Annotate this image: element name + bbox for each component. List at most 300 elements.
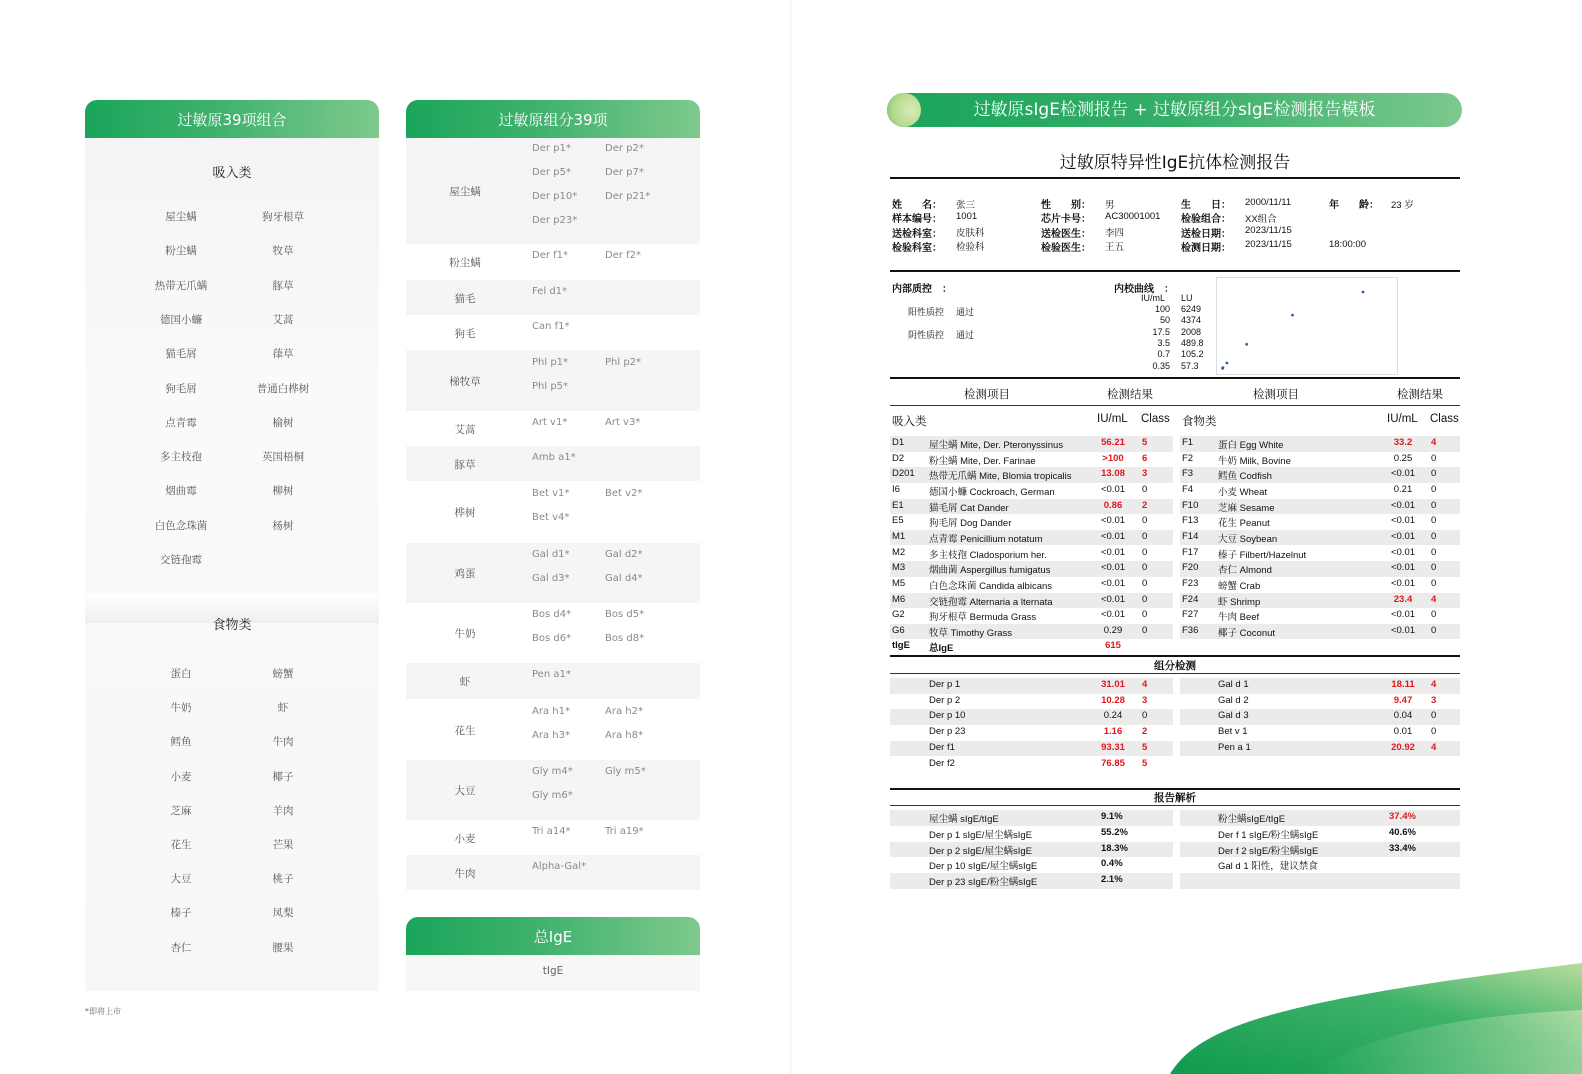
page-divider (790, 0, 792, 1074)
component-result-row (890, 694, 1173, 710)
result-code: M1 (892, 530, 906, 542)
result-value: <0.01 (1390, 530, 1416, 542)
result-class: 0 (1142, 530, 1148, 542)
info-value: XX组合 (1245, 213, 1277, 225)
component-result-row (1180, 709, 1460, 725)
tige-code: tIgE (892, 640, 910, 652)
component-result-value: 0.01 (1393, 726, 1413, 738)
result-row (890, 467, 1173, 483)
qc-neg-value: 通过 (956, 330, 975, 340)
result-value: >100 (1102, 452, 1124, 464)
panel-component39-header (406, 100, 700, 138)
analysis-value: 37.4% (1389, 811, 1416, 822)
result-class: 0 (1431, 499, 1437, 511)
th-food: 食物类 (1182, 416, 1217, 428)
info-label: 年 龄： (1329, 200, 1379, 211)
component-code: Ara h1* (532, 705, 570, 717)
component-code: Ara h8* (605, 729, 643, 741)
result-class: 0 (1142, 562, 1148, 574)
result-row (890, 530, 1173, 546)
component-result-name: Der p 2 (929, 694, 961, 706)
component-code: Bos d8* (605, 633, 645, 644)
result-name: 牧草 Timothy Grass (929, 627, 1013, 639)
food-item: 螃蟹 (272, 668, 294, 680)
component-result-name: Pen a 1 (1218, 741, 1251, 753)
food-item: 小麦 (170, 770, 192, 783)
result-class: 3 (1142, 468, 1148, 480)
component-code: Art v3* (605, 416, 641, 428)
result-code: E1 (892, 499, 904, 511)
result-class: 0 (1142, 546, 1148, 558)
info-label: 姓 名： (892, 200, 942, 211)
th-unit-right: IU/mL (1387, 413, 1418, 425)
component-row (406, 820, 700, 855)
inhal-item: 点青霉 (165, 416, 197, 429)
result-class: 0 (1431, 577, 1437, 589)
result-name: 猫毛屑 Cat Dander (929, 502, 1009, 514)
info-label: 样本编号： (892, 214, 942, 226)
analysis-value: 40.6% (1389, 826, 1416, 838)
result-value: 0.86 (1103, 499, 1123, 511)
panel-allergen39-title: 过敏原39项组合 (177, 110, 287, 129)
result-value: 0.25 (1393, 452, 1413, 464)
component-result-name: Bet v 1 (1218, 726, 1248, 738)
component-row (406, 138, 700, 244)
qc-neg-label: 阴性质控 (908, 330, 945, 340)
info-value: 2023/11/15 (1245, 239, 1292, 251)
component-result-value: 9.47 (1393, 694, 1413, 706)
result-code: E5 (892, 515, 904, 527)
result-row (1180, 624, 1460, 640)
curve-point (1245, 343, 1248, 346)
component-name: 艾蒿 (454, 423, 476, 436)
result-row (890, 499, 1173, 515)
inhal-item: 屋尘螨 (165, 211, 197, 223)
component-code: Ara h3* (532, 729, 570, 741)
component-result-class: 0 (1431, 710, 1437, 722)
component-name: 屋尘螨 (449, 186, 481, 198)
curve-iu-value: 100 (1154, 304, 1170, 314)
result-code: I6 (892, 483, 900, 495)
analysis-name: Gal d 1 阳性，建议禁食 (1218, 861, 1318, 873)
result-row (890, 608, 1173, 624)
analysis-name: Der p 23 sIgE/粉尘螨sIgE (929, 877, 1038, 889)
component-code: Fel d1* (532, 285, 568, 297)
component-row (406, 543, 700, 603)
qc-pos-label: 阳性质控 (908, 307, 945, 317)
component-row (406, 699, 700, 760)
component-result-class: 0 (1431, 726, 1437, 738)
food-item: 花生 (170, 839, 192, 851)
result-name: 芝麻 Sesame (1218, 502, 1275, 514)
rule (890, 655, 1460, 657)
result-code: M3 (892, 562, 906, 574)
component-result-name: Der p 10 (929, 710, 966, 722)
component-result-row (890, 741, 1173, 757)
component-result-value: 76.85 (1101, 757, 1125, 769)
component-code: Gly m5* (605, 766, 646, 777)
result-code: F36 (1182, 624, 1199, 636)
result-value: 23.4 (1393, 593, 1413, 605)
th-unit-left: IU/mL (1097, 413, 1128, 425)
component-row (406, 663, 700, 699)
food-item: 芝麻 (170, 804, 192, 817)
result-class: 2 (1142, 499, 1148, 511)
result-value: 0.29 (1103, 624, 1123, 636)
curve-lu-value: 105.2 (1181, 349, 1204, 360)
calibration-curve-chart (1216, 277, 1398, 375)
th-result-right: 检测结果 (1397, 389, 1443, 401)
component-name: 虾 (459, 676, 471, 688)
result-row (890, 483, 1173, 499)
th-item-right: 检测项目 (1253, 389, 1299, 401)
analysis-row (1180, 857, 1460, 873)
component-result-row (890, 709, 1173, 725)
analysis-name: Der p 10 sIgE/屋尘螨sIgE (929, 861, 1038, 873)
result-name: 狗牙根草 Bermuda Grass (929, 612, 1037, 624)
component-name: 粉尘螨 (449, 257, 481, 269)
component-name: 鸡蛋 (454, 568, 476, 580)
result-name: 狗毛屑 Dog Dander (929, 518, 1012, 530)
inhal-item: 狗毛屑 (165, 382, 197, 395)
result-name: 多主枝孢 Cladosporium her. (929, 549, 1047, 561)
qc-pos-value: 通过 (956, 307, 975, 317)
component-code: Alpha-Gal* (532, 860, 587, 872)
info-value: 18:00:00 (1329, 239, 1366, 251)
tige-value: 615 (1105, 640, 1121, 652)
result-class: 0 (1142, 515, 1148, 527)
component-result-class: 4 (1142, 679, 1148, 690)
analysis-name: Der p 1 sIgE/屋尘螨sIgE (929, 829, 1032, 841)
result-row (890, 436, 1173, 452)
result-code: F10 (1182, 499, 1199, 511)
result-name: 烟曲菌 Aspergillus fumigatus (929, 565, 1051, 577)
result-name: 粉尘螨 Mite, Der. Farinae (929, 455, 1036, 467)
result-row (890, 561, 1173, 577)
result-value: <0.01 (1390, 562, 1416, 574)
inhal-item: 葎草 (272, 348, 294, 361)
panel-tige-header (406, 917, 700, 955)
tige-item: tIgE (542, 965, 564, 977)
result-code: F17 (1182, 546, 1199, 558)
analysis-value: 18.3% (1101, 842, 1128, 854)
inhal-item: 牧草 (272, 245, 294, 258)
component-code: Ara h2* (605, 705, 643, 717)
food-item: 桃子 (272, 873, 294, 886)
result-value: <0.01 (1390, 609, 1416, 621)
info-value: 李四 (1105, 228, 1125, 240)
component-code: Bet v1* (532, 488, 570, 499)
result-class: 6 (1142, 452, 1148, 464)
result-code: F4 (1182, 483, 1194, 495)
result-name: 白色念珠菌 Candida albicans (929, 580, 1053, 592)
food-item: 羊肉 (272, 804, 294, 817)
component-code: Der p2* (605, 143, 644, 154)
result-code: M2 (892, 546, 906, 558)
result-name: 椰子 Coconut (1218, 627, 1276, 639)
rule (890, 805, 1460, 806)
curve-lu-value: 6249 (1181, 304, 1202, 314)
curve-point (1221, 367, 1224, 370)
analysis-row (1180, 873, 1460, 889)
result-value: <0.01 (1100, 577, 1126, 589)
info-label: 检验科室： (892, 242, 942, 254)
result-row (1180, 593, 1460, 609)
component-result-row (890, 757, 1173, 773)
result-row (1180, 452, 1460, 468)
component-code: Art v1* (532, 416, 568, 428)
component-result-name: Gal d 3 (1218, 710, 1249, 722)
info-label: 检测日期： (1181, 242, 1231, 254)
component-result-value: 0.24 (1103, 710, 1123, 722)
food-item: 芒果 (272, 839, 294, 851)
component-code: Can f1* (532, 320, 570, 332)
food-item: 牛肉 (272, 736, 294, 749)
rule (890, 177, 1460, 179)
result-value: <0.01 (1390, 577, 1416, 589)
curve-iu-value: 3.5 (1157, 337, 1170, 348)
component-row (406, 411, 700, 446)
info-value: 23 岁 (1391, 199, 1414, 211)
th-inhal: 吸入类 (892, 416, 927, 428)
info-label: 生 日： (1181, 200, 1231, 211)
inhal-item: 艾蒿 (272, 313, 294, 326)
comp-title: 组分检测 (1154, 660, 1196, 672)
inhal-item: 烟曲霉 (165, 485, 197, 498)
analysis-value: 9.1% (1101, 811, 1123, 822)
analysis-row (890, 873, 1173, 889)
analysis-row (1180, 810, 1460, 826)
curve-lu-value: 57.3 (1181, 360, 1199, 371)
component-result-value: 0.04 (1393, 710, 1413, 722)
curve-col-lu: LU (1181, 293, 1193, 303)
component-name: 桦树 (454, 507, 476, 519)
curve-point (1226, 362, 1229, 365)
result-name: 螃蟹 Crab (1218, 580, 1261, 592)
inhal-item: 热带无爪螨 (154, 279, 208, 292)
inhal-item: 粉尘螨 (165, 245, 197, 258)
result-value: <0.01 (1100, 562, 1126, 574)
component-row (406, 760, 700, 820)
component-result-value: 10.28 (1101, 694, 1125, 706)
chart-frame (1217, 278, 1398, 375)
result-value: <0.01 (1100, 609, 1126, 621)
result-code: D2 (892, 452, 905, 464)
result-code: D201 (892, 468, 915, 480)
result-row (1180, 561, 1460, 577)
report-title: 过敏原特异性IgE抗体检测报告 (1059, 153, 1291, 173)
rule (890, 270, 1460, 272)
result-code: F20 (1182, 562, 1199, 574)
inhal-section-title: 吸入类 (212, 166, 252, 181)
component-code: Gal d2* (605, 549, 643, 560)
food-section-title: 食物类 (212, 618, 252, 633)
result-row (890, 514, 1173, 530)
food-item: 牛奶 (170, 702, 192, 715)
component-result-name: Gal d 2 (1218, 694, 1249, 706)
component-result-class: 5 (1142, 741, 1148, 753)
result-class: 0 (1142, 624, 1148, 636)
analysis-value: 33.4% (1389, 842, 1416, 854)
info-value: 2000/11/11 (1245, 196, 1292, 208)
qc-label: 内部质控 ： (892, 284, 952, 295)
component-code: Phl p2* (605, 356, 642, 368)
result-code: F24 (1182, 593, 1199, 605)
component-row (406, 350, 700, 411)
component-code: Bos d5* (605, 609, 645, 620)
info-value: 2023/11/15 (1245, 225, 1292, 237)
component-name: 花生 (454, 724, 476, 737)
result-row (1180, 499, 1460, 515)
info-label: 检验组合： (1181, 214, 1231, 226)
result-row (890, 452, 1173, 468)
component-result-class: 4 (1431, 741, 1437, 753)
component-code: Bet v4* (532, 512, 570, 523)
result-value: <0.01 (1100, 593, 1126, 605)
component-result-class: 5 (1142, 757, 1148, 769)
component-row (406, 244, 700, 280)
curve-iu-value: 50 (1159, 315, 1170, 326)
component-code: Der p7* (605, 167, 644, 178)
info-value: 皮肤科 (956, 228, 985, 240)
component-code: Der f1* (532, 250, 569, 261)
result-row (890, 593, 1173, 609)
component-name: 梯牧草 (449, 375, 481, 388)
component-result-name: Der p 23 (929, 726, 966, 738)
result-name: 交链孢霉 Alternaria a lternata (929, 596, 1053, 608)
food-item: 虾 (277, 702, 289, 715)
result-value: 13.08 (1101, 468, 1125, 480)
component-result-class: 2 (1142, 726, 1148, 738)
result-name: 蛋白 Egg White (1218, 440, 1284, 451)
th-class-left: Class (1141, 413, 1170, 425)
analysis-name: Der f 2 sIgE/粉尘螨sIgE (1218, 845, 1319, 857)
result-value: <0.01 (1390, 499, 1416, 511)
result-value: <0.01 (1390, 546, 1416, 558)
component-code: Phl p5* (532, 380, 569, 392)
component-code: Gal d1* (532, 549, 570, 560)
component-result-name: Der f2 (929, 757, 955, 769)
info-value: 1001 (956, 210, 978, 222)
component-name: 猫毛 (454, 292, 476, 305)
result-name: 虾 Shrimp (1218, 596, 1261, 608)
result-value: 56.21 (1101, 437, 1125, 448)
result-class: 0 (1142, 577, 1148, 589)
food-item: 凤梨 (272, 907, 294, 920)
panel-allergen39-header (85, 100, 379, 138)
food-item: 腰果 (272, 941, 294, 954)
result-row (1180, 467, 1460, 483)
component-result-value: 18.11 (1391, 679, 1415, 690)
inhal-item: 英国梧桐 (262, 451, 304, 464)
result-code: F3 (1182, 468, 1194, 480)
food-item: 椰子 (272, 770, 294, 783)
panel-component39-title: 过敏原组分39项 (498, 110, 608, 129)
inhal-item: 豚草 (272, 279, 294, 292)
result-class: 0 (1431, 546, 1437, 558)
result-row (890, 546, 1173, 562)
analysis-name: Der p 2 sIgE/屋尘螨sIgE (929, 845, 1032, 857)
result-class: 0 (1142, 593, 1148, 605)
result-class: 4 (1431, 593, 1437, 605)
component-name: 牛肉 (454, 867, 476, 880)
component-row (406, 446, 700, 481)
info-value: 检验科 (956, 242, 985, 254)
info-label: 检验医生： (1041, 242, 1091, 254)
th-result-left: 检测结果 (1107, 389, 1153, 401)
result-name: 大豆 Soybean (1218, 533, 1278, 545)
analysis-name: 屋尘螨 sIgE/tIgE (929, 814, 999, 825)
component-name: 豚草 (454, 458, 476, 471)
component-code: Der p21* (605, 191, 651, 202)
result-class: 0 (1431, 452, 1437, 464)
analysis-row (890, 842, 1173, 858)
panel-tige-body (406, 955, 700, 991)
info-label: 性 别： (1041, 200, 1091, 211)
curve-lu-value: 4374 (1181, 315, 1202, 326)
curve-label: 内校曲线 ： (1114, 284, 1174, 295)
info-value: AC30001001 (1105, 210, 1161, 222)
analysis-title: 报告解析 (1154, 792, 1196, 804)
result-value: 33.2 (1393, 437, 1413, 448)
result-code: F2 (1182, 452, 1194, 464)
result-row (1180, 577, 1460, 593)
component-code: Der p1* (532, 143, 571, 154)
component-result-value: 20.92 (1391, 741, 1415, 753)
result-name: 花生 Peanut (1218, 518, 1270, 530)
info-value: 男 (1105, 199, 1115, 211)
result-class: 0 (1142, 483, 1148, 495)
inhal-item: 狗牙根草 (262, 211, 304, 223)
footnote: *即将上市 (85, 1007, 121, 1016)
result-code: F27 (1182, 609, 1199, 621)
component-result-class: 3 (1431, 694, 1437, 706)
component-code: Der p5* (532, 167, 571, 178)
result-row (1180, 530, 1460, 546)
result-code: M5 (892, 577, 906, 589)
result-value: 0.21 (1393, 483, 1413, 495)
food-item: 鳕鱼 (170, 736, 192, 749)
component-name: 狗毛 (454, 327, 476, 340)
result-row (1180, 514, 1460, 530)
result-value: <0.01 (1390, 515, 1416, 527)
tige-name: 总IgE (929, 643, 954, 655)
component-code: Pen a1* (532, 669, 571, 680)
result-class: 0 (1431, 624, 1437, 636)
inhal-item: 柳树 (272, 485, 294, 498)
decorative-swoosh (1160, 955, 1582, 1074)
component-result-class: 0 (1142, 710, 1148, 722)
panel-allergen39-body (85, 138, 379, 991)
inhal-item: 猫毛屑 (165, 348, 197, 361)
result-name: 牛奶 Milk, Bovine (1218, 455, 1291, 467)
analysis-value: 0.4% (1101, 858, 1123, 870)
food-item: 榛子 (170, 907, 192, 920)
th-item-left: 检测项目 (964, 389, 1010, 401)
analysis-name: 粉尘螨sIgE/tIgE (1218, 814, 1286, 825)
component-code: Gly m4* (532, 766, 573, 777)
result-code: G2 (892, 609, 905, 621)
inhal-item: 杨树 (272, 519, 294, 532)
result-class: 4 (1431, 437, 1437, 448)
inhal-item: 德国小蠊 (160, 313, 202, 326)
analysis-value: 2.1% (1101, 874, 1123, 886)
result-name: 榛子 Filbert/Hazelnut (1218, 549, 1307, 561)
curve-point (1291, 314, 1294, 317)
component-result-row (1180, 725, 1460, 741)
result-code: F13 (1182, 515, 1199, 527)
component-name: 小麦 (454, 832, 476, 845)
